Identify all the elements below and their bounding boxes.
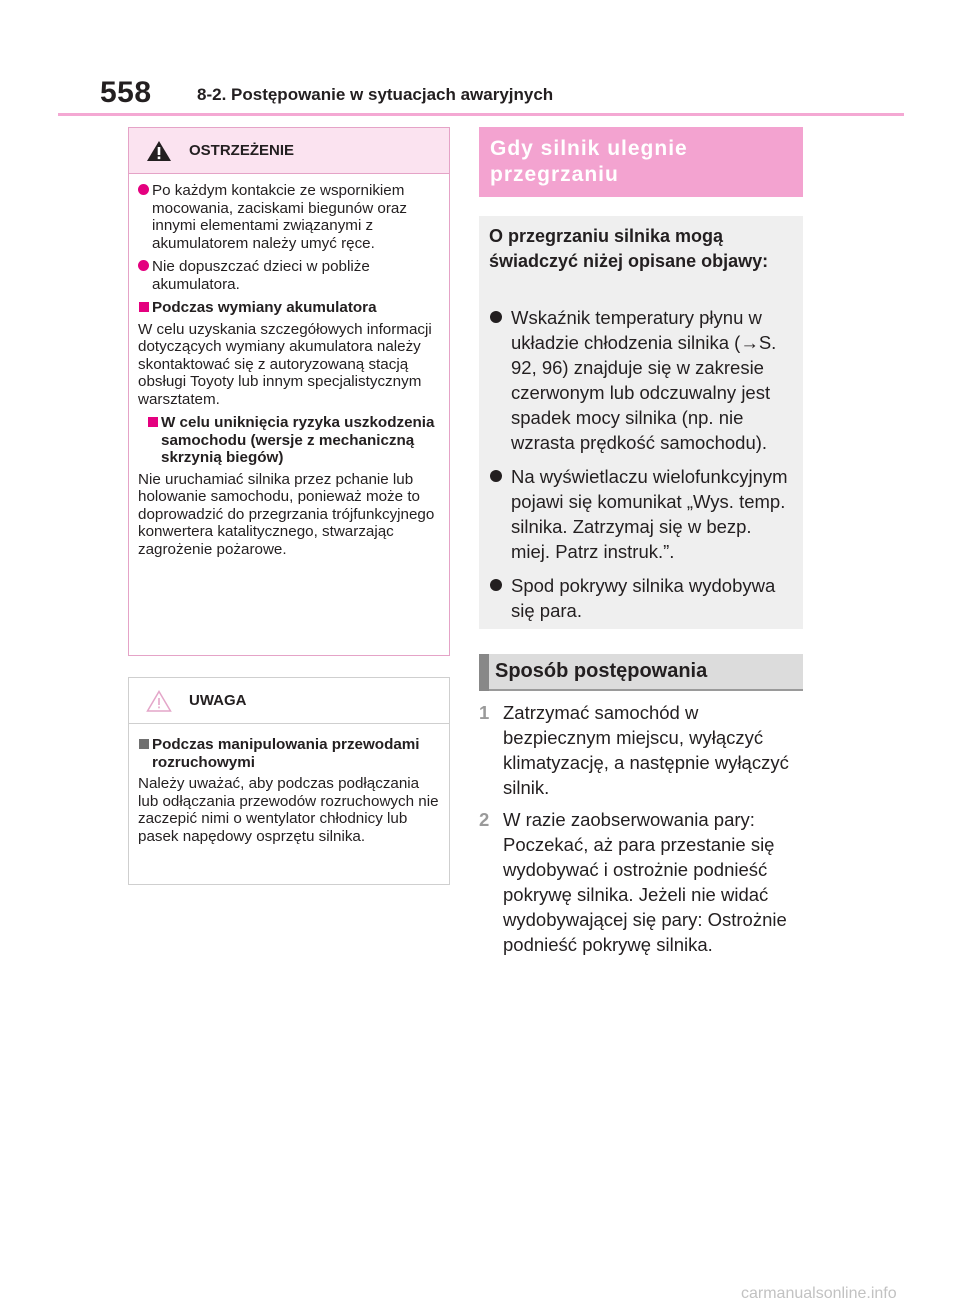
notice-box-body bbox=[129, 724, 449, 845]
warning-subheading-text: Podczas wymiany akumulatora bbox=[152, 299, 377, 316]
overheat-title-bar bbox=[479, 127, 803, 197]
warning-box-body bbox=[129, 174, 449, 558]
symptom-text: Spod pokrywy silnika wydobywa się para. bbox=[511, 575, 776, 621]
square-bullet-icon bbox=[139, 739, 149, 749]
page-header bbox=[0, 0, 960, 118]
procedure-heading bbox=[479, 654, 803, 691]
square-bullet-icon bbox=[139, 302, 149, 312]
symptom-item bbox=[489, 464, 794, 564]
symptom-item bbox=[489, 305, 794, 455]
warning-paragraph: W celu uzyskania szczegółowych informacji dotyczących wymiany akumulatora należy skontaktować się z autoryzowaną stacją obsługi Toyoty lub innym specjalistycznym warsztatem. bbox=[138, 320, 432, 408]
bullet-dot-icon bbox=[138, 184, 149, 195]
caution-outline-icon bbox=[146, 690, 172, 717]
heading-accent-bar bbox=[479, 654, 489, 691]
step-number: 1 bbox=[479, 702, 490, 723]
header-rule bbox=[58, 113, 904, 116]
procedure-steps bbox=[479, 700, 803, 964]
warning-subheading bbox=[147, 414, 443, 467]
step-number: 2 bbox=[479, 809, 490, 830]
step-text: W razie zaobserwowania pary: Poczekać, aż para przestanie się wydobywać i ostrożnie podnieść pokrywę silnika. Jeżeli nie widać wydobywającej się pary: Ostrożnie podnieść pokrywę silnika. bbox=[503, 809, 787, 955]
notice-paragraph: Należy uważać, aby podczas podłączania lub odłączania przewodów rozruchowych nie zaczepić nimi o wentylator chłodnicy lub pasek napędowy osprzętu silnika. bbox=[138, 775, 439, 845]
step-text: Zatrzymać samochód w bezpiecznym miejscu, wyłączyć klimatyzację, a następnie wyłączyć silnik. bbox=[503, 702, 789, 798]
square-bullet-icon bbox=[148, 417, 158, 427]
warning-bullet bbox=[138, 182, 443, 252]
section-title: 8-2. Postępowanie w sytuacjach awaryjnych bbox=[197, 85, 554, 104]
symptoms-box bbox=[479, 216, 803, 629]
bullet-dot-icon bbox=[490, 579, 502, 591]
warning-box-title: OSTRZEŻENIE bbox=[189, 142, 295, 159]
warning-paragraph: Nie uruchamiać silnika przez pchanie lub holowanie samochodu, ponieważ może to doprowadzić do przegrzania trójfunkcyjnego konwertera katalitycznego, stwarzając zagrożenie pożarowe. bbox=[138, 470, 435, 558]
symptom-item bbox=[489, 573, 794, 623]
warning-triangle-icon bbox=[146, 140, 172, 167]
bullet-dot-icon bbox=[490, 470, 502, 482]
warning-subheading bbox=[138, 299, 443, 317]
notice-box-title: UWAGA bbox=[189, 692, 247, 709]
procedure-title: Sposób postępowania bbox=[495, 660, 708, 682]
warning-box-header bbox=[129, 128, 449, 174]
notice-box bbox=[128, 677, 450, 885]
notice-subheading-text: Podczas manipulowania przewodami rozruchowymi bbox=[152, 736, 420, 771]
symptom-text: Na wyświetlaczu wielofunkcyjnym pojawi się komunikat „Wys. temp. silnika. Zatrzymaj się w bezp. miej. Patrz instruk.”. bbox=[511, 466, 788, 562]
symptoms-lead: O przegrzaniu silnika mogą świadczyć niżej opisane objawy: bbox=[489, 226, 769, 271]
warning-subheading-text: W celu uniknięcia ryzyka uszkodzenia samochodu (wersje z mechaniczną skrzynią biegów) bbox=[161, 414, 435, 466]
bullet-dot-icon bbox=[138, 260, 149, 271]
warning-bullet-text: Nie dopuszczać dzieci w pobliże akumulatora. bbox=[152, 258, 370, 293]
warning-bullet bbox=[138, 258, 443, 293]
page-number: 558 bbox=[100, 76, 152, 109]
warning-box bbox=[128, 127, 450, 656]
overheat-title: Gdy silnik ulegnie przegrzaniu bbox=[490, 137, 688, 186]
symptom-text: Wskaźnik temperatury płynu w układzie chłodzenia silnika (→S. 92, 96) znajduje się w zakresie czerwonym lub odczuwalny jest spadek mocy silnika (np. nie wzrasta prędkość samochodu). bbox=[511, 307, 777, 453]
warning-bullet-text: Po każdym kontakcie ze wspornikiem mocowania, zaciskami biegunów oraz innymi elementami związanymi z akumulatorem należy umyć ręce. bbox=[152, 182, 407, 252]
symptoms-list bbox=[489, 305, 794, 632]
notice-box-header bbox=[129, 678, 449, 724]
notice-subheading bbox=[138, 736, 443, 771]
procedure-step bbox=[479, 807, 803, 957]
bullet-dot-icon bbox=[490, 311, 502, 323]
procedure-step bbox=[479, 700, 803, 800]
watermark-text: carmanualsonline.info bbox=[741, 1285, 897, 1302]
